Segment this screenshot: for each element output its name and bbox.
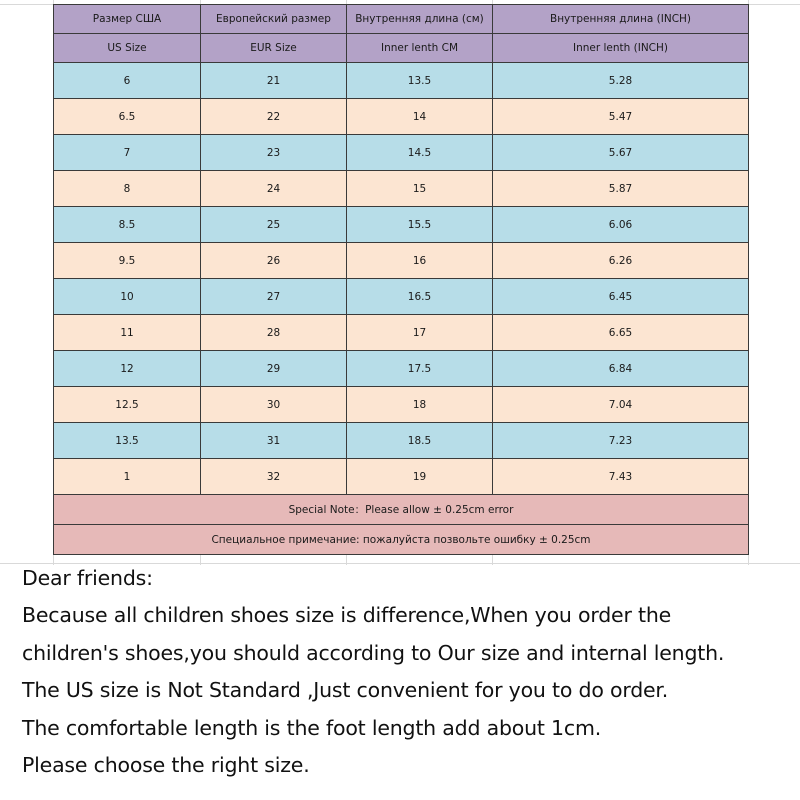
table-row	[54, 459, 749, 495]
header-cell: Европейский размер	[201, 5, 347, 34]
inner-length-cm-cell: 19	[347, 459, 493, 495]
table-row	[54, 423, 749, 459]
table-row	[54, 63, 749, 99]
us-size-cell: 8.5	[54, 207, 201, 243]
eur-size-cell: 31	[201, 423, 347, 459]
eur-size-cell: 21	[201, 63, 347, 99]
special-note-row-en	[54, 495, 749, 525]
eur-size-cell: 26	[201, 243, 347, 279]
eur-size-cell: 32	[201, 459, 347, 495]
us-size-cell: 7	[54, 135, 201, 171]
header-cell: Внутренняя длина (INCH)	[493, 5, 749, 34]
inner-length-inch-cell: 5.28	[493, 63, 749, 99]
header-cell: Inner lenth CM	[347, 34, 493, 63]
customer-message	[22, 560, 792, 784]
table-row	[54, 279, 749, 315]
eur-size-cell: 29	[201, 351, 347, 387]
eur-size-cell: 25	[201, 207, 347, 243]
us-size-cell: 6.5	[54, 99, 201, 135]
inner-length-inch-cell: 6.45	[493, 279, 749, 315]
inner-length-inch-cell: 7.43	[493, 459, 749, 495]
inner-length-inch-cell: 6.26	[493, 243, 749, 279]
inner-length-cm-cell: 17	[347, 315, 493, 351]
inner-length-cm-cell: 18.5	[347, 423, 493, 459]
special-note-en: Special Note：Please allow ± 0.25cm error	[54, 495, 749, 525]
inner-length-cm-cell: 16	[347, 243, 493, 279]
inner-length-cm-cell: 13.5	[347, 63, 493, 99]
header-row-en	[54, 34, 749, 63]
inner-length-inch-cell: 5.47	[493, 99, 749, 135]
us-size-cell: 9.5	[54, 243, 201, 279]
header-cell: EUR Size	[201, 34, 347, 63]
inner-length-cm-cell: 18	[347, 387, 493, 423]
greeting-text: Dear friends:	[22, 566, 153, 590]
message-line: Because all children shoes size is difference,When you order the	[22, 603, 672, 628]
us-size-cell: 12	[54, 351, 201, 387]
us-size-cell: 13.5	[54, 423, 201, 459]
inner-length-inch-cell: 5.87	[493, 171, 749, 207]
message-line: The US size is Not Standard ,Just convenient for you to do order.	[22, 678, 669, 703]
table-row	[54, 207, 749, 243]
inner-length-cm-cell: 17.5	[347, 351, 493, 387]
inner-length-inch-cell: 7.04	[493, 387, 749, 423]
message-line: The comfortable length is the foot length add about 1cm.	[22, 715, 602, 740]
inner-length-inch-cell: 6.84	[493, 351, 749, 387]
inner-length-cm-cell: 14.5	[347, 135, 493, 171]
us-size-cell: 10	[54, 279, 201, 315]
inner-length-cm-cell: 14	[347, 99, 493, 135]
special-note-row-ru	[54, 525, 749, 555]
table-row	[54, 99, 749, 135]
table-row	[54, 387, 749, 423]
eur-size-cell: 23	[201, 135, 347, 171]
header-row-ru	[54, 5, 749, 34]
us-size-cell: 11	[54, 315, 201, 351]
table-row	[54, 171, 749, 207]
header-cell: Размер США	[54, 5, 201, 34]
eur-size-cell: 22	[201, 99, 347, 135]
table-row	[54, 135, 749, 171]
us-size-cell: 12.5	[54, 387, 201, 423]
inner-length-cm-cell: 15	[347, 171, 493, 207]
eur-size-cell: 28	[201, 315, 347, 351]
inner-length-inch-cell: 5.67	[493, 135, 749, 171]
message-line: Please choose the right size.	[22, 753, 310, 778]
us-size-cell: 8	[54, 171, 201, 207]
table-row	[54, 243, 749, 279]
eur-size-cell: 24	[201, 171, 347, 207]
table-row	[54, 351, 749, 387]
special-note-ru: Специальное примечание: пожалуйста позвольте ошибку ± 0.25cm	[54, 525, 749, 555]
us-size-cell: 1	[54, 459, 201, 495]
inner-length-cm-cell: 16.5	[347, 279, 493, 315]
inner-length-cm-cell: 15.5	[347, 207, 493, 243]
inner-length-inch-cell: 6.06	[493, 207, 749, 243]
header-cell: Внутренняя длина (см)	[347, 5, 493, 34]
eur-size-cell: 30	[201, 387, 347, 423]
eur-size-cell: 27	[201, 279, 347, 315]
size-chart-table	[53, 4, 749, 555]
message-line: children's shoes,you should according to Our size and internal length.	[22, 640, 725, 665]
inner-length-inch-cell: 7.23	[493, 423, 749, 459]
table-row	[54, 315, 749, 351]
inner-length-inch-cell: 6.65	[493, 315, 749, 351]
header-cell: US Size	[54, 34, 201, 63]
us-size-cell: 6	[54, 63, 201, 99]
header-cell: Inner lenth (INCH)	[493, 34, 749, 63]
